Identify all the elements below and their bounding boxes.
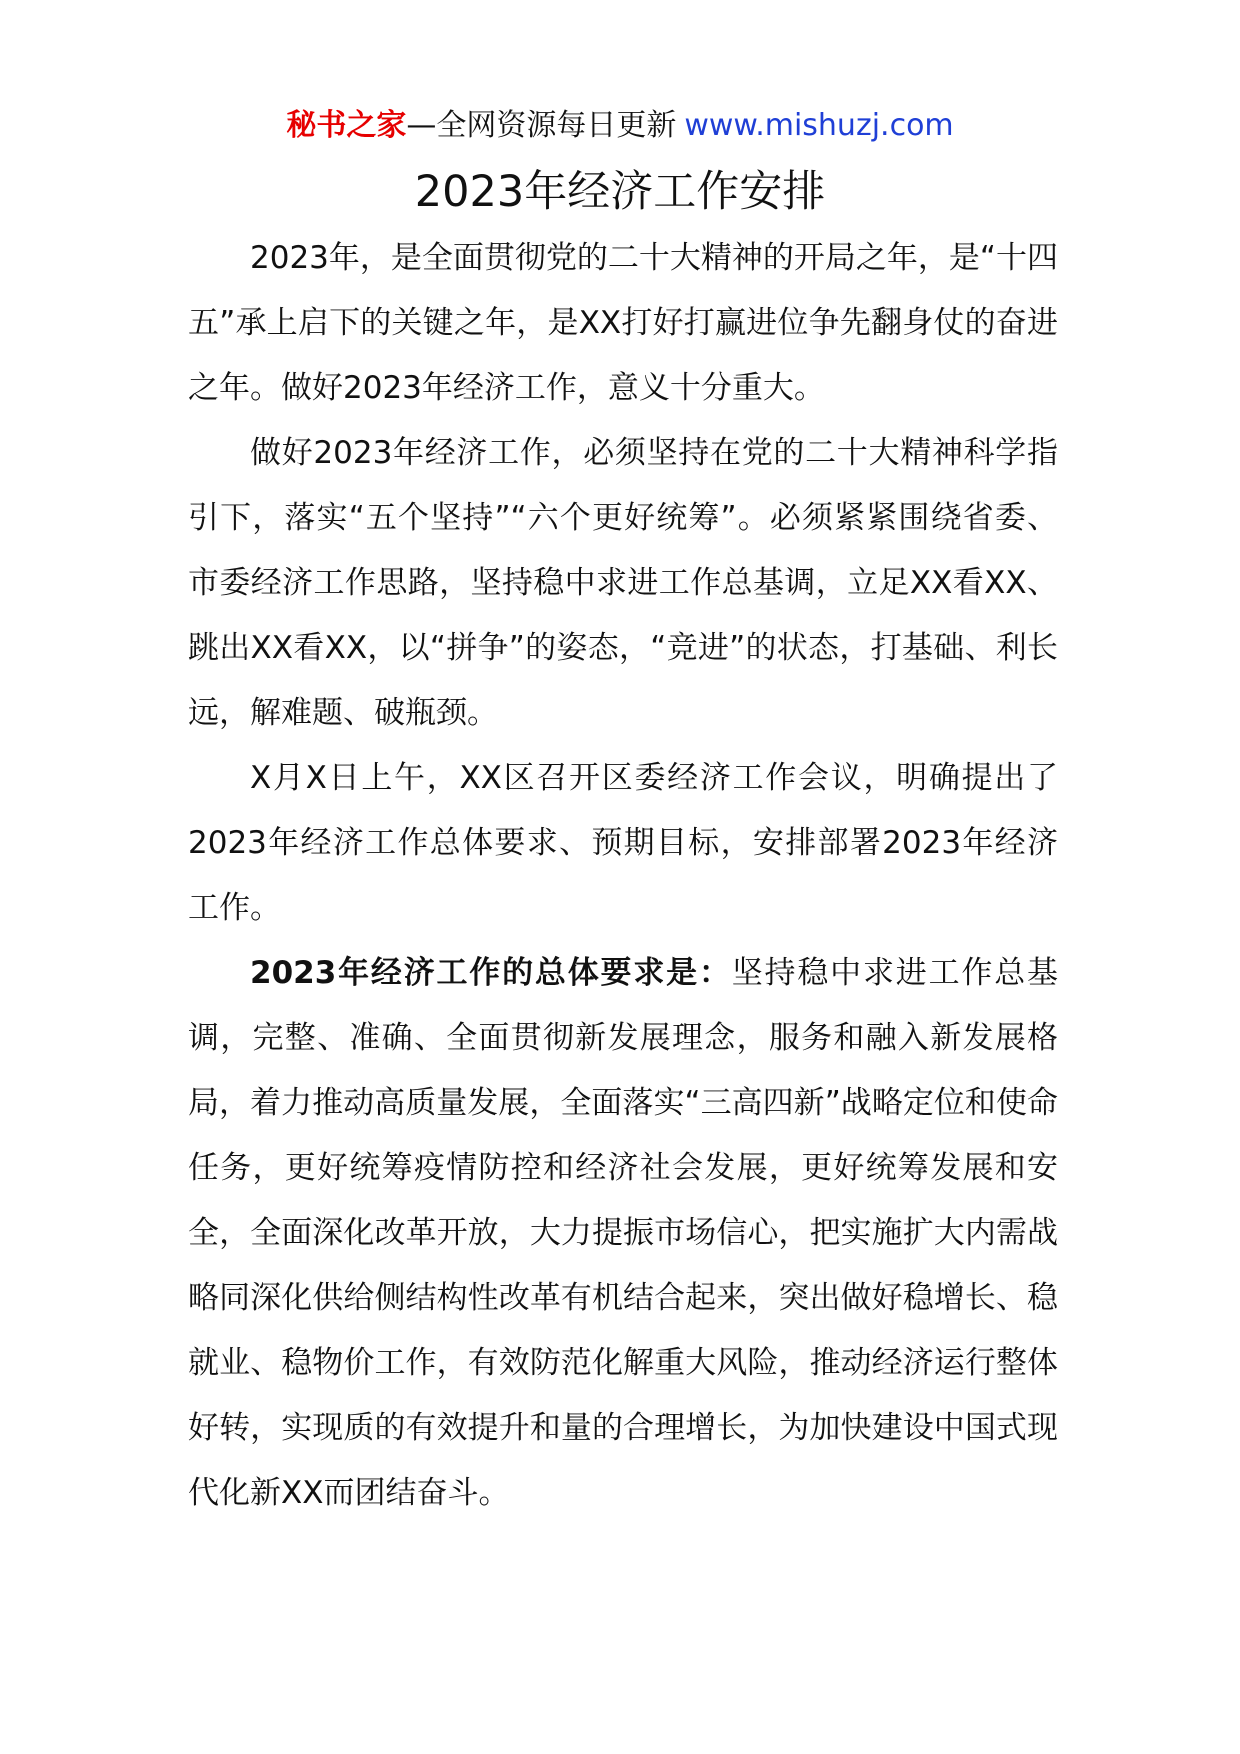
brand-name: 秘书之家	[286, 108, 407, 143]
paragraph-1	[188, 226, 1058, 421]
document-title: 2023年经济工作安排	[414, 167, 826, 217]
header-tagline: —全网资源每日更新	[406, 108, 677, 143]
paragraph-2-text: 做好2023年经济工作，必须坚持在党的二十大精神科学指引下，落实“五个坚持”“六个更好统筹”。必须紧紧围绕省委、市委经济工作思路，坚持稳中求进工作总基调，立足XX看XX、跳出XX看XX，以“拼争”的姿态，“竞进”的状态，打基础、利长远，解难题、破瓶颈。	[188, 435, 1058, 731]
paragraph-3	[188, 746, 1058, 941]
paragraph-4-text: 坚持稳中求进工作总基调，完整、准确、全面贯彻新发展理念，服务和融入新发展格局，着力推动高质量发展，全面落实“三高四新”战略定位和使命任务，更好统筹疫情防控和经济社会发展，更好统筹发展和安全，全面深化改革开放，大力提振市场信心，把实施扩大内需战略同深化供给侧结构性改革有机结合起来，突出做好稳增长、稳就业、稳物价工作，有效防范化解重大风险，推动经济运行整体好转，实现质的有效提升和量的合理增长，为加快建设中国式现代化新XX而团结奋斗。	[188, 955, 1058, 1511]
paragraph-4	[188, 941, 1058, 1526]
site-header	[0, 104, 1240, 148]
site-url-link[interactable]: www.mishuzj.com	[684, 108, 954, 143]
paragraph-2	[188, 421, 1058, 746]
paragraph-4-lead: 2023年经济工作的总体要求是：	[250, 955, 732, 991]
paragraph-3-text: X月X日上午，XX区召开区委经济工作会议，明确提出了2023年经济工作总体要求、预期目标，安排部署2023年经济工作。	[188, 760, 1058, 926]
document-body	[188, 226, 1058, 1526]
paragraph-1-text: 2023年，是全面贯彻党的二十大精神的开局之年，是“十四五”承上启下的关键之年，是XX打好打赢进位争先翻身仗的奋进之年。做好2023年经济工作，意义十分重大。	[188, 240, 1058, 406]
